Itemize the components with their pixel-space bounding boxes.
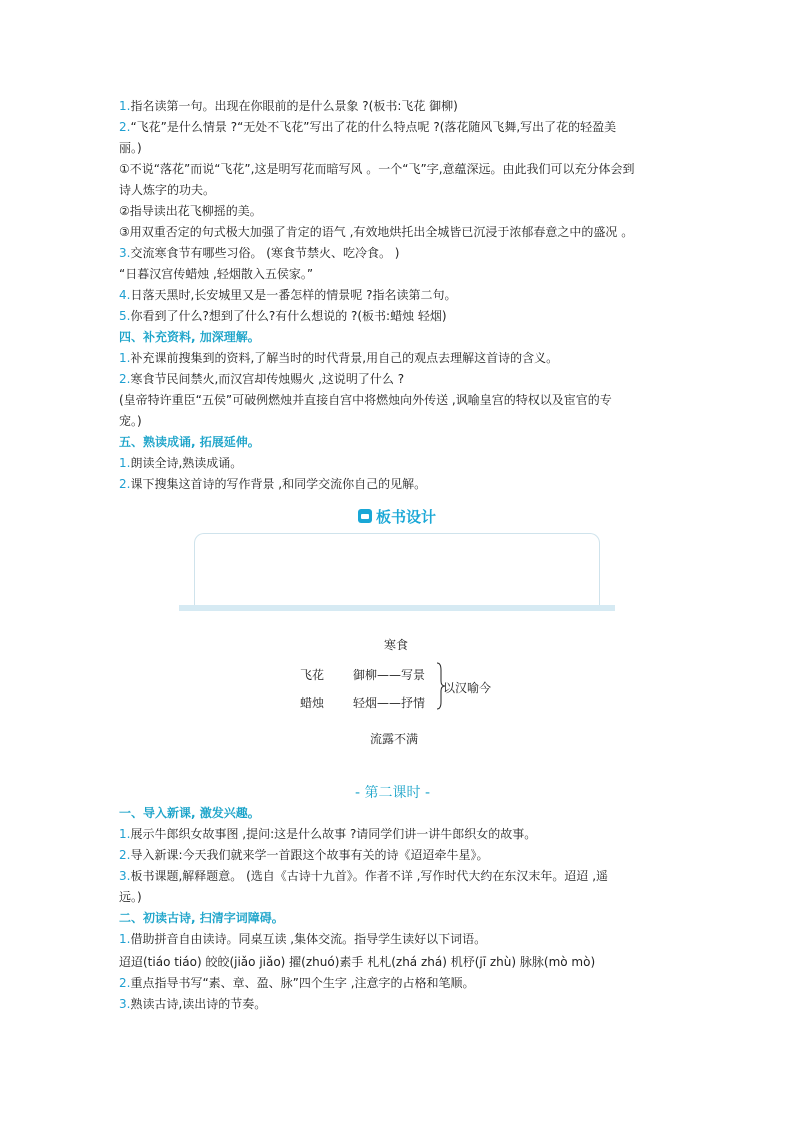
- step-line: 2.寒食节民间禁火,而汉宫却传烛赐火 ,这说明了什么 ?: [119, 372, 405, 386]
- step-line: 2.导入新课:今天我们就来学一首跟这个故事有关的诗《迢迢牵牛星》。: [119, 848, 489, 862]
- board-baseline: [179, 605, 615, 611]
- step-line: 1.展示牛郎织女故事图 ,提问:这是什么故事 ?请同学们讲一讲牛郎织女的故事。: [119, 827, 537, 841]
- board-item: 轻烟——抒情: [353, 696, 426, 710]
- step-line: 3.交流寒食节有哪些习俗。 (寒食节禁火、吃冷食。 ): [119, 246, 400, 260]
- section-heading: 一、导入新课, 激发兴趣。: [119, 806, 260, 820]
- board-item: 御柳——写景: [353, 668, 426, 682]
- vocab-line: 迢迢(tiáo tiáo) 皎皎(jiǎo jiǎo) 擢(zhuó)素手 札札(zhá zhá) 机杼(jī zhù) 脉脉(mò mò): [119, 955, 596, 969]
- section-heading: 二、初读古诗, 扫清字词障碍。: [119, 911, 284, 925]
- board-item: 以汉喻今: [443, 681, 492, 695]
- board-item: 流露不满: [370, 732, 419, 746]
- step-line: 1.指名读第一句。出现在你眼前的是什么景象 ?(板书:飞花 御柳): [119, 99, 458, 113]
- folder-icon: [358, 509, 372, 523]
- board-frame: [194, 533, 600, 606]
- step-line: 2.“飞花”是什么情景 ?“无处不飞花”写出了花的什么特点呢 ?(落花随风飞舞,写出了花的轻盈美: [119, 120, 617, 134]
- step-line: 3.板书课题,解释题意。 (选自《古诗十九首》。作者不详 ,写作时代大约在东汉末年。迢迢 ,遥: [119, 869, 609, 883]
- step-line: 2.课下搜集这首诗的写作背景 ,和同学交流你自己的见解。: [119, 477, 427, 491]
- step-line: 宠。): [119, 414, 142, 428]
- section-heading: 四、补充资料, 加深理解。: [119, 330, 260, 344]
- board-item: 蜡烛: [300, 696, 325, 710]
- step-line: 远。): [119, 890, 142, 904]
- step-line: 丽。): [119, 141, 142, 155]
- step-line: 4.日落天黑时,长安城里又是一番怎样的情景呢 ?指名读第二句。: [119, 288, 457, 302]
- step-line: 3.熟读古诗,读出诗的节奏。: [119, 997, 267, 1011]
- step-line: 1.补充课前搜集到的资料,了解当时的时代背景,用自己的观点去理解这首诗的含义。: [119, 351, 559, 365]
- board-design-heading: 板书设计: [358, 506, 436, 526]
- step-line: ②指导读出花飞柳摇的美。: [119, 204, 262, 218]
- section-heading: 五、熟读成诵, 拓展延伸。: [119, 435, 260, 449]
- lesson-heading: - 第二课时 -: [355, 785, 431, 801]
- step-line: 1.朗读全诗,熟读成诵。: [119, 456, 243, 470]
- step-line: “日暮汉宫传蜡烛 ,轻烟散入五侯家。”: [119, 267, 314, 281]
- board-item: 飞花: [300, 668, 325, 682]
- step-line: 1.借助拼音自由读诗。同桌互读 ,集体交流。指导学生读好以下词语。: [119, 932, 487, 946]
- step-line: ③用双重否定的句式极大加强了肯定的语气 ,有效地烘托出全城皆已沉浸于浓郁春意之中的盛况 。: [119, 225, 634, 239]
- step-line: (皇帝特许重臣“五侯”可破例燃烛并直接自宫中将燃烛向外传送 ,讽喻皇宫的特权以及宦官的专: [119, 393, 612, 407]
- step-line: 5.你看到了什么?想到了什么?有什么想说的 ?(板书:蜡烛 轻烟): [119, 309, 447, 323]
- step-line: 2.重点指导书写“素、章、盈、脉”四个生字 ,注意字的占格和笔顺。: [119, 976, 475, 990]
- board-poem-title: 寒食: [384, 638, 409, 652]
- step-line: 诗人炼字的功夫。: [119, 183, 216, 197]
- step-line: ①不说“落花”而说“飞花”,这是明写花而暗写风 。一个“飞”字,意蕴深远。由此我们可以充分体会到: [119, 162, 635, 176]
